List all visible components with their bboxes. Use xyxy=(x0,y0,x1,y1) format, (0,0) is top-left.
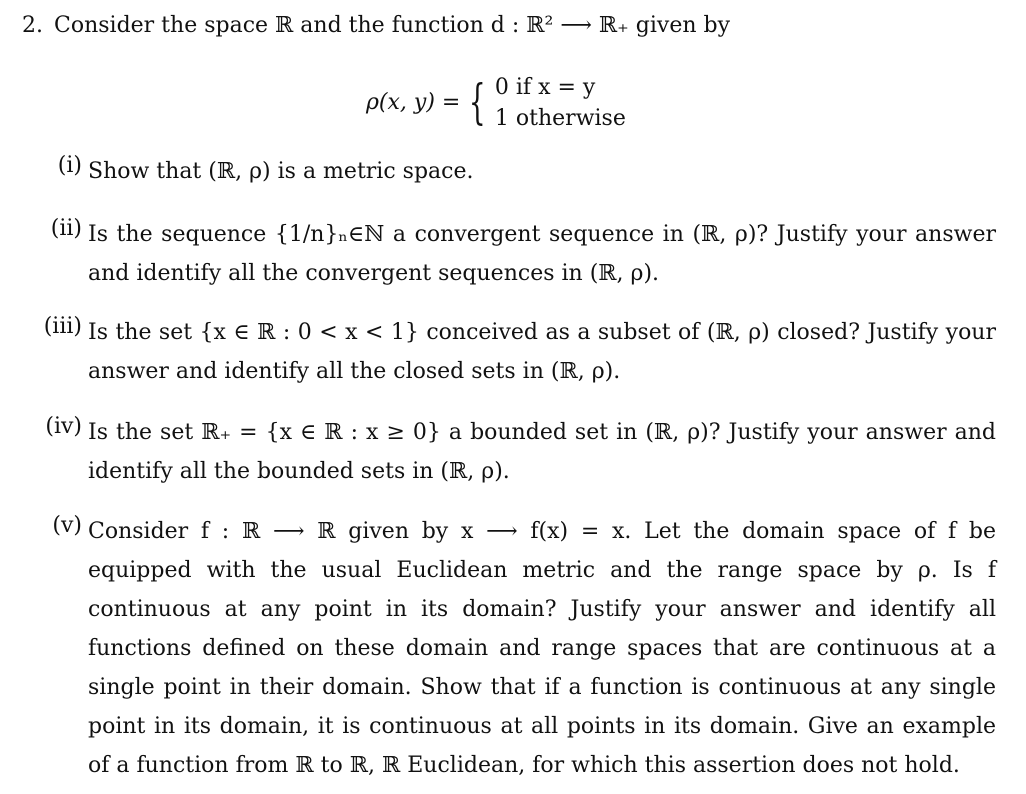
item-text: Show that (ℝ, ρ) is a metric space. xyxy=(88,159,474,184)
item-text: Is the sequence {1/n}ₙ∈ℕ a convergent sequence in (ℝ, ρ)? Justify your answer and identify all the convergent sequences in (ℝ, ρ). xyxy=(88,222,996,286)
item-label: (ii) xyxy=(50,216,82,241)
left-brace-icon: { xyxy=(469,74,487,131)
item-text: Is the set {x ∈ ℝ : 0 < x < 1} conceived as a subset of (ℝ, ρ) closed? Justify your answer and identify all the closed sets in (ℝ, ρ). xyxy=(88,320,996,384)
problem-intro: Consider the space ℝ and the function d : ℝ² ⟶ ℝ₊ given by xyxy=(54,13,731,38)
item-label: (iv) xyxy=(45,414,82,439)
item-ii xyxy=(30,215,996,293)
item-text: Is the set ℝ₊ = {x ∈ ℝ : x ≥ 0} a bounded set in (ℝ, ρ)? Justify your answer and identify all the bounded sets in (ℝ, ρ). xyxy=(88,420,996,484)
problem-number: 2. xyxy=(22,13,43,38)
equation-case-1: 0 if x = y xyxy=(494,74,596,100)
equation-case-2: 1 otherwise xyxy=(494,106,626,131)
item-text: Consider f : ℝ ⟶ ℝ given by x ⟶ f(x) = x. Let the domain space of f be equipped with the usual Euclidean metric and the range space by ρ. Is f continuous at any point in its domain? Justify your answer and identify all functions defined on these domain and range spaces that are continuous at a single point in their domain. Show that if a function is continuous at any single point in its domain, it is continuous at all points in its domain. Give an example of a function from ℝ to ℝ, ℝ Euclidean, for which this assertion does not hold. xyxy=(88,519,996,778)
item-iv xyxy=(30,413,996,491)
equation-lhs: ρ(x, y) = xyxy=(366,90,461,116)
item-label: (v) xyxy=(52,513,82,538)
metric-definition-equation xyxy=(366,72,716,134)
item-iii xyxy=(30,313,996,391)
item-label: (iii) xyxy=(43,314,82,339)
item-v xyxy=(30,512,996,785)
item-label: (i) xyxy=(57,153,82,178)
problem-header xyxy=(22,12,1002,40)
equation-cases xyxy=(495,74,626,133)
item-i xyxy=(30,152,996,191)
